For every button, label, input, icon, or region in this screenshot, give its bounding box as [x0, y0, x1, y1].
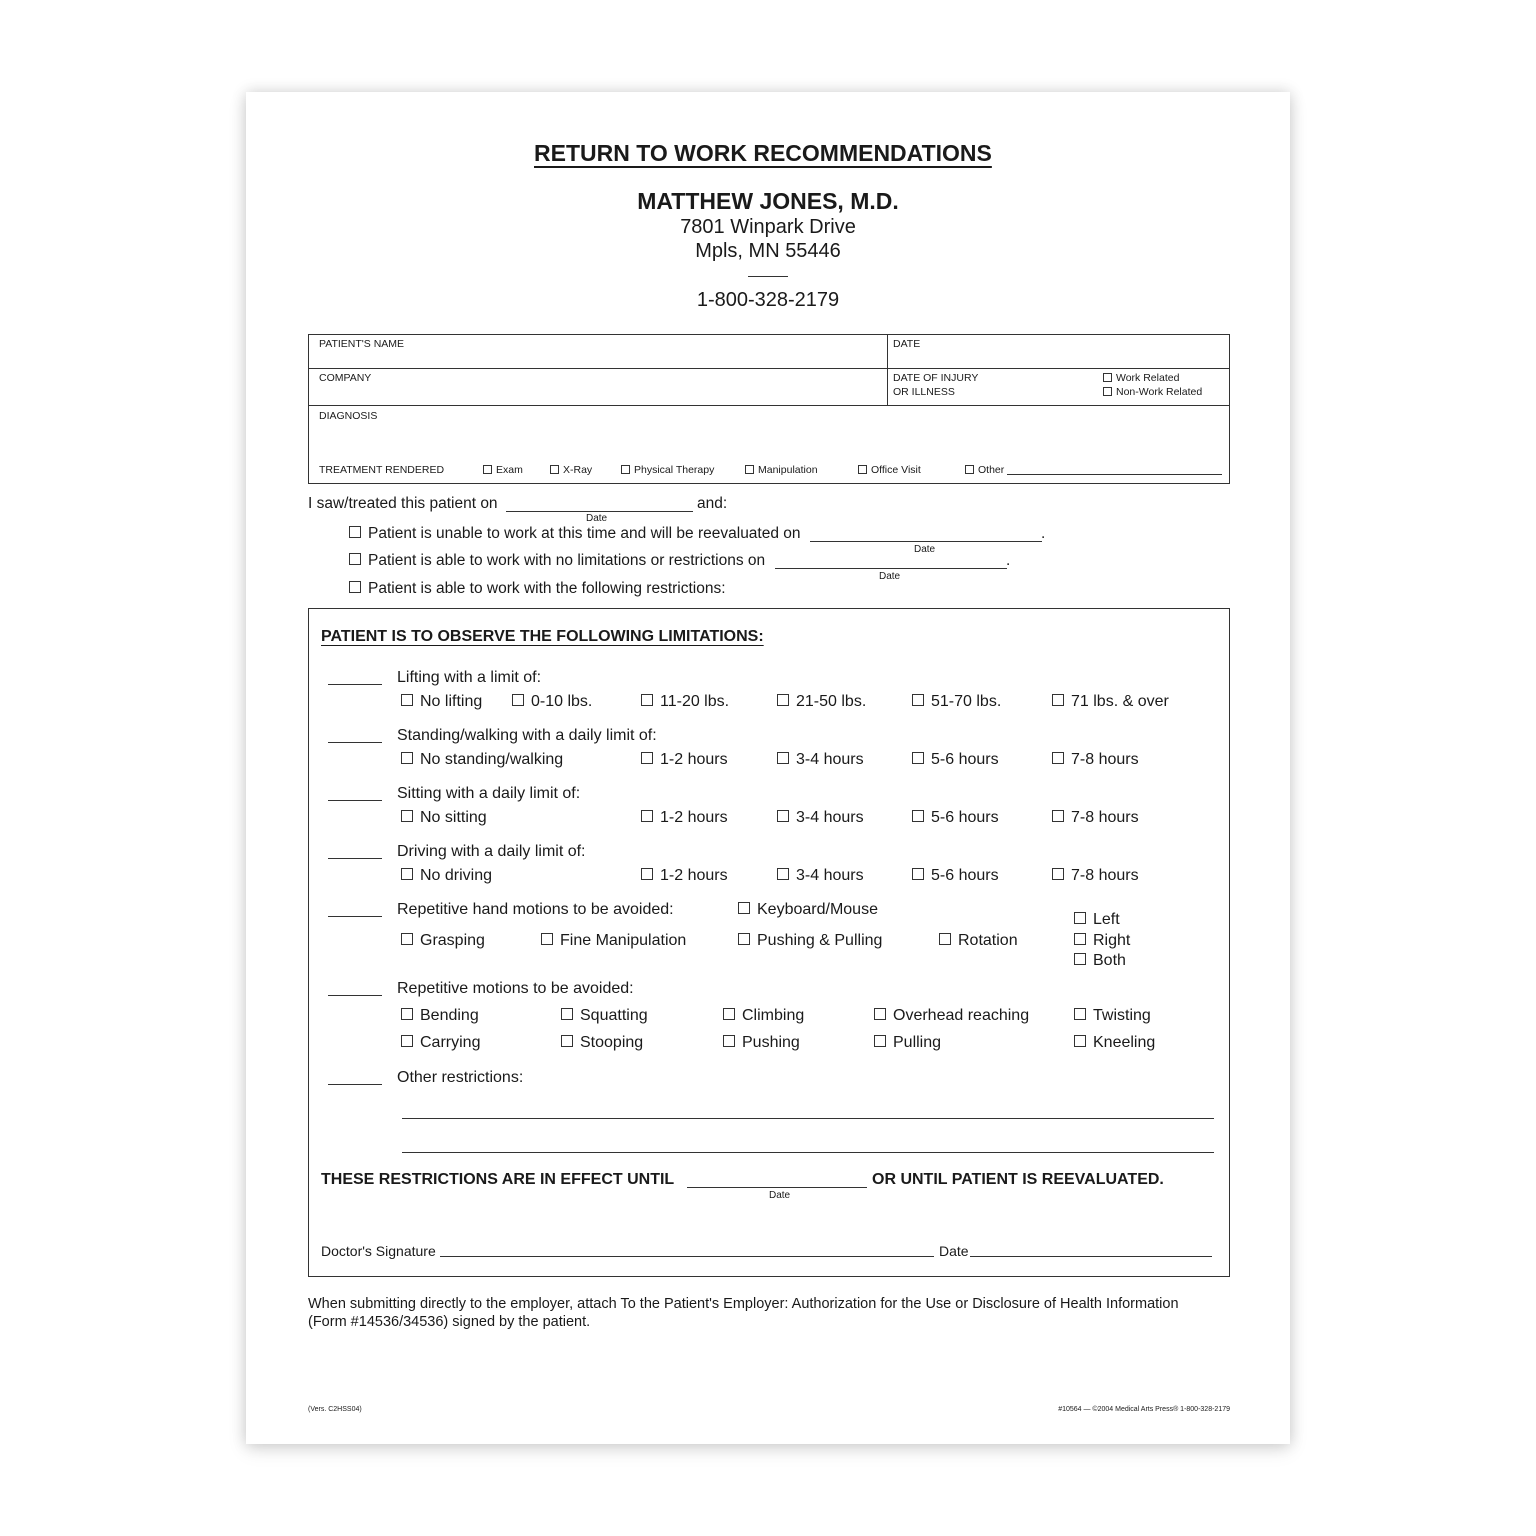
non-work-related-checkbox[interactable]: Non-Work Related — [1103, 386, 1202, 398]
signature-date-line[interactable] — [970, 1256, 1212, 1257]
checkbox-icon — [723, 1008, 735, 1020]
saw-treated-prefix: I saw/treated this patient on — [308, 495, 498, 512]
hand-motions-label: Repetitive hand motions to be avoided: — [397, 901, 674, 918]
form-title: RETURN TO WORK RECOMMENDATIONS — [534, 140, 992, 166]
standing-option[interactable]: 7-8 hours — [1052, 751, 1139, 769]
checkbox-icon — [912, 868, 924, 880]
hand-option[interactable]: Rotation — [939, 932, 1018, 950]
lifting-option[interactable]: 0-10 lbs. — [512, 693, 592, 711]
company-field[interactable]: COMPANY — [319, 372, 372, 384]
patient-name-field[interactable]: PATIENT'S NAME — [319, 338, 405, 350]
address-line-1: 7801 Winpark Drive — [680, 216, 856, 238]
treatment-exam-checkbox[interactable]: Exam — [483, 464, 523, 476]
checkbox-icon — [874, 1035, 886, 1047]
checkbox-icon — [939, 933, 951, 945]
driving-option[interactable]: 1-2 hours — [641, 867, 728, 885]
driving-option[interactable]: 3-4 hours — [777, 867, 864, 885]
checkbox-icon — [1052, 752, 1064, 764]
checkbox-icon — [1103, 387, 1112, 396]
standing-option[interactable]: 5-6 hours — [912, 751, 999, 769]
work-related-checkbox[interactable]: Work Related — [1103, 372, 1179, 384]
driving-option[interactable]: 5-6 hours — [912, 867, 999, 885]
hand-option[interactable]: Grasping — [401, 932, 485, 950]
hand-option[interactable]: Pushing & Pulling — [738, 932, 882, 950]
checkbox-icon — [401, 752, 413, 764]
doctor-signature-line[interactable] — [440, 1256, 934, 1257]
checkbox-icon — [1074, 1035, 1086, 1047]
checkbox-icon — [349, 581, 361, 593]
checkbox-icon — [401, 810, 413, 822]
checkbox-icon — [777, 752, 789, 764]
checkbox-icon — [641, 694, 653, 706]
checkbox-icon — [401, 1008, 413, 1020]
reevaluate-date-caption: Date — [914, 544, 936, 555]
driving-label: Driving with a daily limit of: — [397, 843, 586, 860]
no-limit-date-caption: Date — [879, 571, 901, 582]
side-left-checkbox[interactable]: Left — [1074, 911, 1120, 929]
checkbox-icon — [1103, 373, 1112, 382]
limitations-heading: PATIENT IS TO OBSERVE THE FOLLOWING LIMITATIONS: — [321, 628, 764, 645]
hand-option[interactable]: Fine Manipulation — [541, 932, 686, 950]
standing-option[interactable]: 1-2 hours — [641, 751, 728, 769]
checkbox-icon — [965, 465, 974, 474]
checkbox-icon — [1074, 953, 1086, 965]
treatment-pt-checkbox[interactable]: Physical Therapy — [621, 464, 714, 476]
side-both-checkbox[interactable]: Both — [1074, 952, 1126, 970]
sitting-option[interactable]: 3-4 hours — [777, 809, 864, 827]
checkbox-icon — [1074, 1008, 1086, 1020]
checkbox-icon — [401, 694, 413, 706]
period-2: . — [1006, 552, 1011, 569]
address-line-2: Mpls, MN 55446 — [695, 240, 841, 262]
footer-note: When submitting directly to the employer, attach To the Patient's Employer: Authorization for the Use or Disclosure of Health Information (Form #14536/34536) signed by the patient. — [308, 1296, 1179, 1330]
lifting-option[interactable]: 51-70 lbs. — [912, 693, 1001, 711]
checkbox-icon — [550, 465, 559, 474]
sitting-option[interactable]: 7-8 hours — [1052, 809, 1139, 827]
motion-option[interactable]: Carrying — [401, 1034, 480, 1052]
table-vline — [887, 334, 888, 405]
motions-blank[interactable] — [328, 995, 382, 996]
motion-option[interactable]: Pushing — [723, 1034, 800, 1052]
sitting-option[interactable]: No sitting — [401, 809, 487, 827]
checkbox-icon — [641, 752, 653, 764]
checkbox-icon — [561, 1035, 573, 1047]
checkbox-icon — [738, 902, 750, 914]
other-restrictions-label: Other restrictions: — [397, 1069, 524, 1086]
checkbox-icon — [723, 1035, 735, 1047]
checkbox-icon — [745, 465, 754, 474]
other-restrictions-blank[interactable] — [328, 1084, 382, 1085]
checkbox-icon — [512, 694, 524, 706]
other-restrictions-line-1[interactable] — [402, 1118, 1214, 1119]
checkbox-icon — [641, 868, 653, 880]
copyright-label: #10564 — ©2004 Medical Arts Press® 1-800-328-2179 — [1058, 1406, 1230, 1413]
doctor-signature-label: Doctor's Signature — [321, 1243, 436, 1259]
lifting-blank[interactable] — [328, 684, 382, 685]
date-field[interactable]: DATE — [893, 338, 921, 350]
checkbox-icon — [777, 810, 789, 822]
date-of-injury-label-2: OR ILLNESS — [893, 386, 955, 398]
standing-label: Standing/walking with a daily limit of: — [397, 727, 657, 744]
checkbox-icon — [349, 526, 361, 538]
checkbox-icon — [912, 810, 924, 822]
treatment-other-checkbox[interactable]: Other — [965, 464, 1004, 476]
header-divider — [748, 276, 788, 277]
checkbox-icon — [912, 694, 924, 706]
standing-option[interactable]: 3-4 hours — [777, 751, 864, 769]
saw-date-line[interactable] — [506, 511, 693, 512]
driving-blank[interactable] — [328, 858, 382, 859]
phone-number: 1-800-328-2179 — [696, 289, 840, 311]
checkbox-icon — [349, 553, 361, 565]
treatment-office-visit-checkbox[interactable]: Office Visit — [858, 464, 921, 476]
lifting-label: Lifting with a limit of: — [397, 669, 542, 686]
able-restrictions-checkbox[interactable]: Patient is able to work with the following restrictions: — [349, 580, 726, 598]
lifting-option[interactable]: 11-20 lbs. — [641, 693, 729, 711]
motion-option[interactable]: Kneeling — [1074, 1034, 1155, 1052]
checkbox-icon — [1052, 694, 1064, 706]
checkbox-icon — [483, 465, 492, 474]
treatment-xray-checkbox[interactable]: X-Ray — [550, 464, 592, 476]
treatment-manipulation-checkbox[interactable]: Manipulation — [745, 464, 818, 476]
checkbox-icon — [401, 868, 413, 880]
lifting-option[interactable]: No lifting — [401, 693, 482, 711]
treatment-rendered-label: TREATMENT RENDERED — [319, 464, 445, 476]
checkbox-icon — [401, 1035, 413, 1047]
hand-keyboard-checkbox[interactable]: Keyboard/Mouse — [738, 901, 878, 919]
lifting-option[interactable]: 21-50 lbs. — [777, 693, 866, 711]
period-1: . — [1041, 525, 1046, 542]
doctor-name: MATTHEW JONES, M.D. — [637, 188, 899, 214]
checkbox-icon — [1074, 933, 1086, 945]
driving-option[interactable]: No driving — [401, 867, 492, 885]
checkbox-icon — [1074, 912, 1086, 924]
checkbox-icon — [541, 933, 553, 945]
effect-until-prefix: THESE RESTRICTIONS ARE IN EFFECT UNTIL — [321, 1171, 675, 1188]
checkbox-icon — [874, 1008, 886, 1020]
diagnosis-field[interactable]: DIAGNOSIS — [319, 410, 378, 422]
unable-to-work-checkbox[interactable]: Patient is unable to work at this time and will be reevaluated on — [349, 525, 801, 543]
motion-option[interactable]: Pulling — [874, 1034, 941, 1052]
checkbox-icon — [401, 933, 413, 945]
hand-motions-blank[interactable] — [328, 916, 382, 917]
no-limit-date-line[interactable] — [775, 568, 1007, 569]
standing-blank[interactable] — [328, 742, 382, 743]
lifting-option[interactable]: 71 lbs. & over — [1052, 693, 1169, 711]
date-of-injury-label-1: DATE OF INJURY — [893, 372, 979, 384]
checkbox-icon — [641, 810, 653, 822]
checkbox-icon — [912, 752, 924, 764]
checkbox-icon — [1052, 810, 1064, 822]
checkbox-icon — [777, 694, 789, 706]
motion-option[interactable]: Twisting — [1074, 1007, 1151, 1025]
driving-option[interactable]: 7-8 hours — [1052, 867, 1139, 885]
motions-label: Repetitive motions to be avoided: — [397, 980, 634, 997]
motion-option[interactable]: Overhead reaching — [874, 1007, 1029, 1025]
motion-option[interactable]: Stooping — [561, 1034, 643, 1052]
reevaluate-date-line[interactable] — [810, 541, 1042, 542]
motion-option[interactable]: Bending — [401, 1007, 479, 1025]
checkbox-icon — [621, 465, 630, 474]
version-label: (Vers. C2HSS04) — [308, 1406, 362, 1413]
effect-until-date-line[interactable] — [687, 1187, 867, 1188]
motion-option[interactable]: Climbing — [723, 1007, 804, 1025]
signature-date-label: Date — [939, 1243, 969, 1259]
saw-treated-suffix: and: — [697, 495, 728, 512]
sitting-option[interactable]: 5-6 hours — [912, 809, 999, 827]
side-right-checkbox[interactable]: Right — [1074, 932, 1130, 950]
table-hline-2 — [308, 405, 1230, 406]
checkbox-icon — [561, 1008, 573, 1020]
checkbox-icon — [738, 933, 750, 945]
standing-option[interactable]: No standing/walking — [401, 751, 563, 769]
effect-until-suffix: OR UNTIL PATIENT IS REEVALUATED. — [872, 1171, 1164, 1188]
effect-until-date-caption: Date — [769, 1190, 791, 1201]
saw-date-caption: Date — [586, 513, 608, 524]
other-restrictions-line-2[interactable] — [402, 1152, 1214, 1153]
checkbox-icon — [777, 868, 789, 880]
table-hline-1 — [308, 368, 1230, 369]
able-no-limit-checkbox[interactable]: Patient is able to work with no limitations or restrictions on — [349, 552, 765, 570]
patient-info-table — [308, 334, 1230, 484]
checkbox-icon — [1052, 868, 1064, 880]
sitting-label: Sitting with a daily limit of: — [397, 785, 581, 802]
motion-option[interactable]: Squatting — [561, 1007, 648, 1025]
sitting-blank[interactable] — [328, 800, 382, 801]
sitting-option[interactable]: 1-2 hours — [641, 809, 728, 827]
checkbox-icon — [858, 465, 867, 474]
treatment-other-line[interactable] — [1007, 474, 1222, 475]
